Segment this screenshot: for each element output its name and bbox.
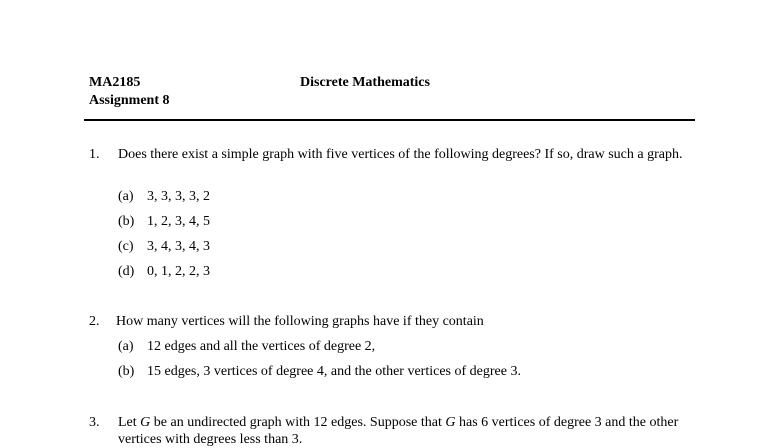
part-text: 12 edges and all the vertices of degree 2,	[147, 339, 376, 354]
part-label: (b)	[118, 364, 135, 379]
part-label: (b)	[118, 214, 135, 229]
question-number: 3.	[89, 415, 100, 430]
part-label: (a)	[118, 339, 134, 354]
variable-g: G	[140, 415, 151, 430]
part-label: (d)	[118, 264, 135, 279]
header-rule	[84, 119, 695, 121]
part-label: (a)	[118, 189, 134, 204]
question-text: Let G be an undirected graph with 12 edges. Suppose that G has 6 vertices of degree 3 and the other vertices with degrees less than 3.	[118, 415, 679, 447]
part-text: 0, 1, 2, 2, 3	[147, 264, 210, 279]
course-title: Discrete Mathematics	[300, 75, 430, 90]
part-text: 3, 4, 3, 4, 3	[147, 239, 210, 254]
variable-g: G	[445, 415, 456, 430]
question-number: 1.	[89, 147, 100, 162]
question-number: 2.	[89, 314, 100, 329]
part-text: 15 edges, 3 vertices of degree 4, and the other vertices of degree 3.	[147, 364, 521, 379]
question-text: How many vertices will the following graphs have if they contain	[116, 314, 484, 329]
assignment-number: Assignment 8	[89, 93, 170, 108]
part-text: 1, 2, 3, 4, 5	[147, 214, 210, 229]
course-code: MA2185	[89, 75, 141, 90]
question-text: Does there exist a simple graph with five vertices of the following degrees? If so, draw such a graph.	[118, 147, 683, 162]
part-text: 3, 3, 3, 3, 2	[147, 189, 210, 204]
part-label: (c)	[118, 239, 134, 254]
